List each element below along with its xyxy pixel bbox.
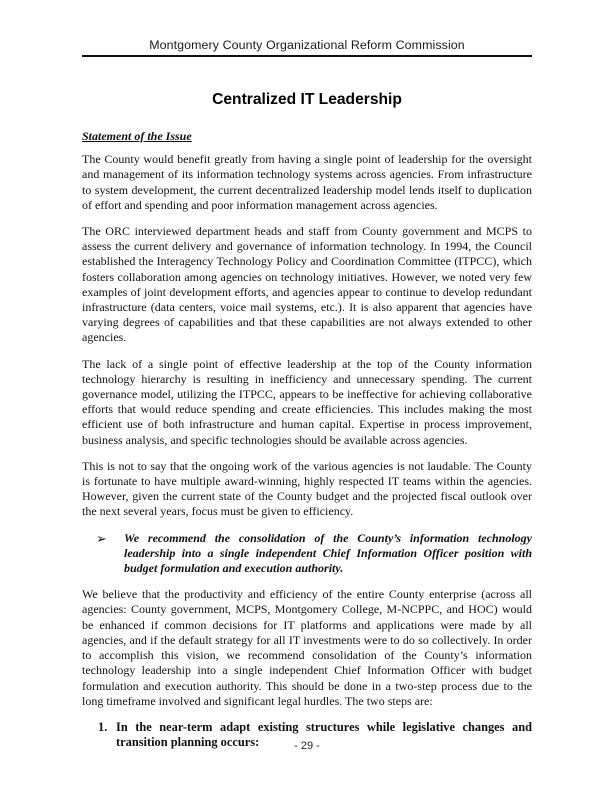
recommendation [82,531,532,577]
header-divider [82,55,532,57]
paragraph-4: This is not to say that the ongoing work of the various agencies is not laudable. The County is fortunate to have multiple award-winning, highly respected IT teams within the agencies. However, given the current state of the County budget and the projected fiscal outlook over the next several years, focus must be given to efficiency. [82,458,532,519]
page-number: - 29 - [294,740,320,752]
paragraph-3: The lack of a single point of effective leadership at the top of the County information technology hierarchy is resulting in inefficiency and unnecessary spending. The current governance model, utilizing the ITPCC, appears to be ineffective for achieving collaborative efforts that would reduce spending and create efficiencies. This includes making the most efficient use of both infrastructure and human capital. Expertise in process improvement, business analysis, and specific technologies should be available across agencies. [82,356,532,447]
document-body [82,129,532,758]
section-heading: Statement of the Issue [82,129,192,143]
closing-paragraph: We believe that the productivity and efficiency of the entire County enterprise (across all agencies: County government, MCPS, Montgomery College, M-NCPPC, and HOC) would be enhanced if common decisions for IT platforms and applications were made by all agencies, and if the default strategy for all IT investments were to do so collectively. In order to accomplish this vision, we recommend consolidation of the County’s information technology leadership into a single independent Chief Information Officer with budget formulation and execution authority. This should be done in a two-step process due to the long timeframe involved and significant legal hurdles. The two steps are: [82,587,532,708]
recommendation-text: We recommend the consolidation of the County’s information technology leadership into a single independent Chief Information Officer position with budget formulation and execution authority. [124,530,532,576]
paragraph-2: The ORC interviewed department heads and staff from County government and MCPS to assess the current delivery and governance of information technology. In 1994, the Council established the Interagency Technology Policy and Coordination Committee (ITPCC), which fosters collaboration among agencies on technology initiatives. However, we noted very few examples of joint development efforts, and agencies appear to continue to develop redundant infrastructure (data centers, voice mail systems, etc.). It is also apparent that agencies have varying degrees of capabilities and that these capabilities are not always extended to other agencies. [82,224,532,345]
paragraph-1: The County would benefit greatly from having a single point of leadership for the oversight and management of its information technology systems across agencies. From infrastructure to system development, the current decentralized leadership model lends itself to duplication of effort and spending and poor information management across agencies. [82,152,532,212]
step-text: In the near-term adapt existing structures while legislative changes and transition planning occurs: [116,719,532,750]
arrow-bullet-icon: ➢ [96,530,107,546]
page-title: Centralized IT Leadership [212,91,402,108]
step-number: 1. [98,719,108,734]
running-header-title: Montgomery County Organizational Reform Commission [149,38,465,52]
